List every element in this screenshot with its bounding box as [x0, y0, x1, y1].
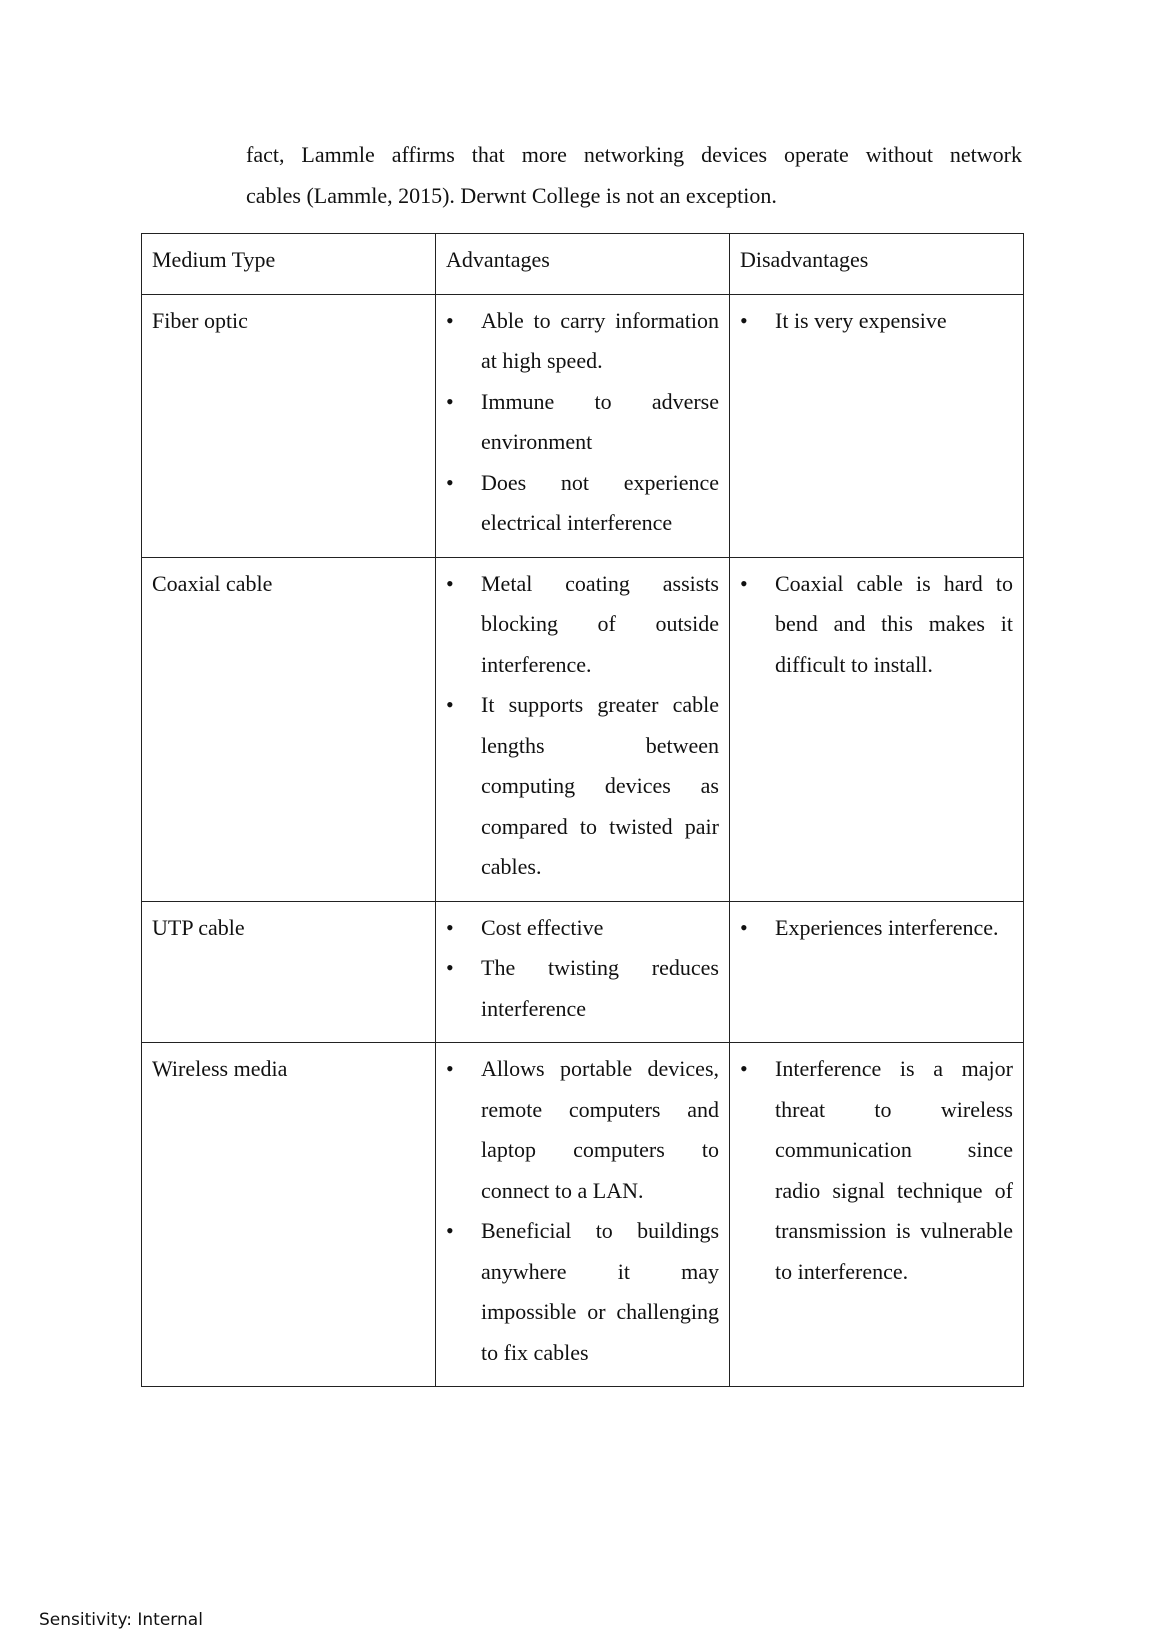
list-item [740, 301, 1013, 342]
header-medium-type: Medium Type [142, 234, 436, 295]
advantages-cell [436, 901, 730, 1043]
list-item-text: Cost effective [481, 914, 604, 940]
advantages-cell [436, 294, 730, 557]
medium-cell: Coaxial cable [142, 557, 436, 901]
list-item-text: Interference is a major threat to wireless communication since radio signal technique of transmission is vulnerable to interference. [775, 1056, 1013, 1284]
bullet-icon: • [446, 469, 454, 495]
list-item [446, 1049, 719, 1211]
bullet-icon: • [740, 307, 748, 333]
list-item-text: It is very expensive [775, 307, 947, 333]
medium-cell: Wireless media [142, 1043, 436, 1387]
bullet-icon: • [740, 570, 748, 596]
bullet-icon: • [446, 955, 454, 980]
list-item-text: Beneficial to buildings anywhere it may impossible or challenging to fix cables [481, 1218, 719, 1365]
advantages-list [446, 1049, 719, 1373]
disadvantages-list [740, 1049, 1013, 1292]
header-disadvantages: Disadvantages [730, 234, 1024, 295]
advantages-list [446, 301, 719, 544]
disadvantages-cell [730, 901, 1024, 1043]
bullet-icon: • [446, 570, 454, 596]
list-item [446, 382, 719, 463]
advantages-cell [436, 557, 730, 901]
bullet-icon: • [740, 1056, 748, 1081]
disadvantages-cell [730, 557, 1024, 901]
disadvantages-list [740, 908, 1013, 949]
advantages-cell [436, 1043, 730, 1387]
intro-line-2: cables (Lammle, 2015). Derwnt College is not an exception. [246, 183, 777, 208]
advantages-list [446, 564, 719, 888]
intro-paragraph [246, 134, 1022, 216]
list-item [446, 685, 719, 888]
list-item [446, 463, 719, 544]
table-row [142, 1043, 1024, 1387]
list-item [740, 1049, 1013, 1292]
disadvantages-cell [730, 1043, 1024, 1387]
bullet-icon: • [446, 692, 454, 717]
table-row [142, 557, 1024, 901]
table-row [142, 901, 1024, 1043]
bullet-icon: • [446, 914, 454, 940]
bullet-icon: • [446, 1056, 454, 1081]
list-item-text: Metal coating assists blocking of outside interference. [481, 570, 719, 677]
bullet-icon: • [446, 388, 454, 414]
list-item-text: Coaxial cable is hard to bend and this makes it difficult to install. [775, 570, 1013, 677]
list-item [446, 948, 719, 1029]
list-item-text: Does not experience electrical interference [481, 469, 719, 535]
disadvantages-cell [730, 294, 1024, 557]
list-item-text: Allows portable devices, remote computers and laptop computers to connect to a LAN. [481, 1056, 719, 1203]
list-item-text: Experiences interference. [775, 914, 999, 940]
list-item-text: Able to carry information at high speed. [481, 307, 719, 373]
header-advantages: Advantages [436, 234, 730, 295]
intro-line-1: fact, Lammle affirms that more networking devices operate without network [246, 142, 1022, 167]
list-item-text: Immune to adverse environment [481, 388, 719, 454]
sensitivity-label: Sensitivity: Internal [39, 1610, 203, 1630]
media-comparison-table [141, 233, 1024, 1387]
disadvantages-list [740, 564, 1013, 686]
bullet-icon: • [740, 914, 748, 940]
bullet-icon: • [446, 307, 454, 333]
list-item [446, 908, 719, 949]
medium-cell: Fiber optic [142, 294, 436, 557]
list-item [446, 564, 719, 686]
list-item-text: It supports greater cable lengths between computing devices as compared to twisted pair cables. [481, 692, 719, 879]
bullet-icon: • [446, 1218, 454, 1243]
table-row [142, 294, 1024, 557]
list-item [446, 1211, 719, 1373]
disadvantages-list [740, 301, 1013, 342]
list-item [740, 564, 1013, 686]
advantages-list [446, 908, 719, 1030]
list-item [446, 301, 719, 382]
list-item [740, 908, 1013, 949]
table-header-row [142, 234, 1024, 295]
list-item-text: The twisting reduces interference [481, 955, 719, 1021]
medium-cell: UTP cable [142, 901, 436, 1043]
